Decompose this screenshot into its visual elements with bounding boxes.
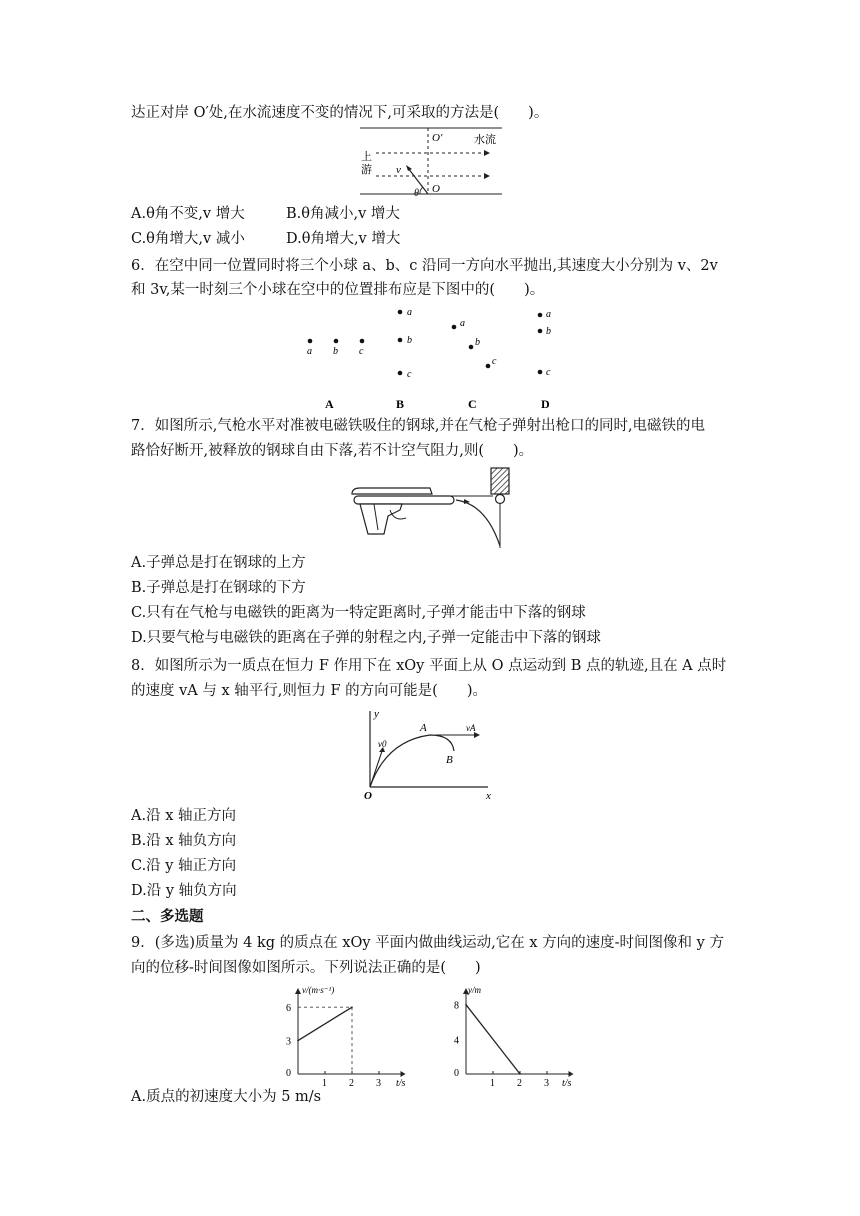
chart1-y-tick-label: 0 [286,1068,291,1079]
label-upstream-2: 游 [361,164,372,176]
q5-option-b: B.θ角减小,v 增大 [286,206,400,222]
trajectory-figure [358,703,498,801]
label-y-axis: y [374,708,379,720]
q5-option-d: D.θ角增大,v 增大 [286,231,401,247]
river-figure [356,126,506,198]
q7-option-b: B.子弹总是打在钢球的下方 [131,580,306,596]
chart1-x-tick-label: 3 [376,1078,381,1089]
chart2-xlabel: t/s [562,1078,572,1089]
q5-option-a: A.θ角不变,v 增大 [131,206,245,222]
panel-a-ball-b-label: b [333,346,338,357]
label-v0: v0 [378,739,387,749]
chart1-y-tick-label: 6 [286,1003,291,1015]
velocity-time-chart [278,982,418,1090]
chart1-point [297,1040,299,1042]
chart2-x-tick-label: 1 [490,1078,495,1089]
panel-c-ball-a-label: a [460,318,465,329]
q5-stem: 达正对岸 O′处,在水流速度不变的情况下,可采取的方法是( )。 [131,105,549,121]
q9-stem-line2: 向的位移-时间图像如图所示。下列说法正确的是( ) [131,960,481,976]
chart2-point [465,1004,467,1006]
chart2-y-tick-label: 8 [454,1000,459,1012]
q8-option-d: D.沿 y 轴负方向 [131,883,237,899]
label-x-axis: x [486,790,491,801]
panel-a-ball-c-label: c [359,346,364,357]
chart2-ylabel: y/m [468,985,481,995]
panel-label-a: A [325,397,334,411]
label-point-b: B [446,754,453,766]
chart1-x-arrow [401,1071,406,1077]
panel-b-ball-a-label: a [407,307,412,318]
chart1-series-line [298,1007,352,1040]
panel-label-b: B [396,397,405,411]
q7-stem-line1: 7．如图所示,气枪水平对准被电磁铁吸住的钢球,并在气枪子弹射出枪口的同时,电磁铁的电 [131,418,706,434]
chart1-xlabel: t/s [396,1078,406,1089]
chart1-y-arrow [295,988,301,994]
q8-option-c: C.沿 y 轴正方向 [131,858,237,874]
chart1-x-tick-label: 1 [322,1078,327,1089]
label-theta: θ [414,188,419,198]
panel-b-ball-b-label: b [407,335,412,346]
q5-option-c: C.θ角增大,v 减小 [131,231,245,247]
panel-d-ball-c-label: c [546,367,551,378]
label-point-a: A [420,722,427,734]
section-title: 二、多选题 [131,909,204,925]
label-v: v [396,164,401,176]
label-o-prime: O′ [432,132,443,144]
chart1-ylabel: v/(m·s⁻¹) [302,985,335,995]
q8-stem-line1: 8．如图所示为一质点在恒力 F 作用下在 xOy 平面上从 O 点运动到 B 点的轨迹,且在 A 点时 [131,658,727,674]
label-o: O [432,183,440,195]
chart2-series-line [466,1005,520,1074]
chart2-y-tick-label: 4 [454,1035,459,1047]
label-origin: O [364,790,372,801]
balls-figure [300,304,570,412]
chart2-y-tick-label: 0 [454,1068,459,1079]
q6-stem-line1: 6．在空中同一位置同时将三个小球 a、b、c 沿同一方向水平抛出,其速度大小分别为 v、2v [131,258,718,274]
label-va: vA [466,723,476,733]
q6-stem-line2: 和 3v,某一时刻三个小球在空中的位置排布应是下图中的( )。 [131,282,545,298]
label-upstream-1: 上 [361,151,372,163]
q8-stem-line2: 的速度 vA 与 x 轴平行,则恒力 F 的方向可能是( )。 [131,683,487,699]
panel-a-ball-a-label: a [307,346,312,357]
label-water-flow: 水流 [474,134,496,146]
chart2-point [519,1073,521,1075]
panel-d-ball-a-label: a [546,309,551,320]
air-gun-figure [348,464,524,552]
chart1-y-tick-label: 3 [286,1036,291,1048]
q7-option-d: D.只要气枪与电磁铁的距离在子弹的射程之内,子弹一定能击中下落的钢球 [131,630,601,646]
chart2-x-tick-label: 2 [517,1078,522,1089]
q7-option-c: C.只有在气枪与电磁铁的距离为一特定距离时,子弹才能击中下落的钢球 [131,605,586,621]
panel-label-c: C [468,397,477,411]
chart2-x-tick-label: 3 [544,1078,549,1089]
q7-option-a: A.子弹总是打在钢球的上方 [131,555,306,571]
displacement-time-chart [446,982,586,1090]
panel-c-ball-b-label: b [475,337,480,348]
chart1-x-tick-label: 2 [349,1078,354,1089]
q9-stem-line1: 9．(多选)质量为 4 kg 的质点在 xOy 平面内做曲线运动,它在 x 方向的速度-时间图像和 y 方 [131,935,724,951]
q9-option-a: A.质点的初速度大小为 5 m/s [131,1089,322,1105]
panel-d-ball-b-label: b [546,326,551,337]
q8-option-a: A.沿 x 轴正方向 [131,808,236,824]
chart2-x-arrow [569,1071,574,1077]
q8-option-b: B.沿 x 轴负方向 [131,833,237,849]
panel-b-ball-c-label: c [407,369,412,380]
panel-c-ball-c-label: c [492,356,497,367]
q7-stem-line2: 路恰好断开,被释放的钢球自由下落,若不计空气阻力,则( )。 [131,443,534,459]
panel-label-d: D [541,397,550,411]
